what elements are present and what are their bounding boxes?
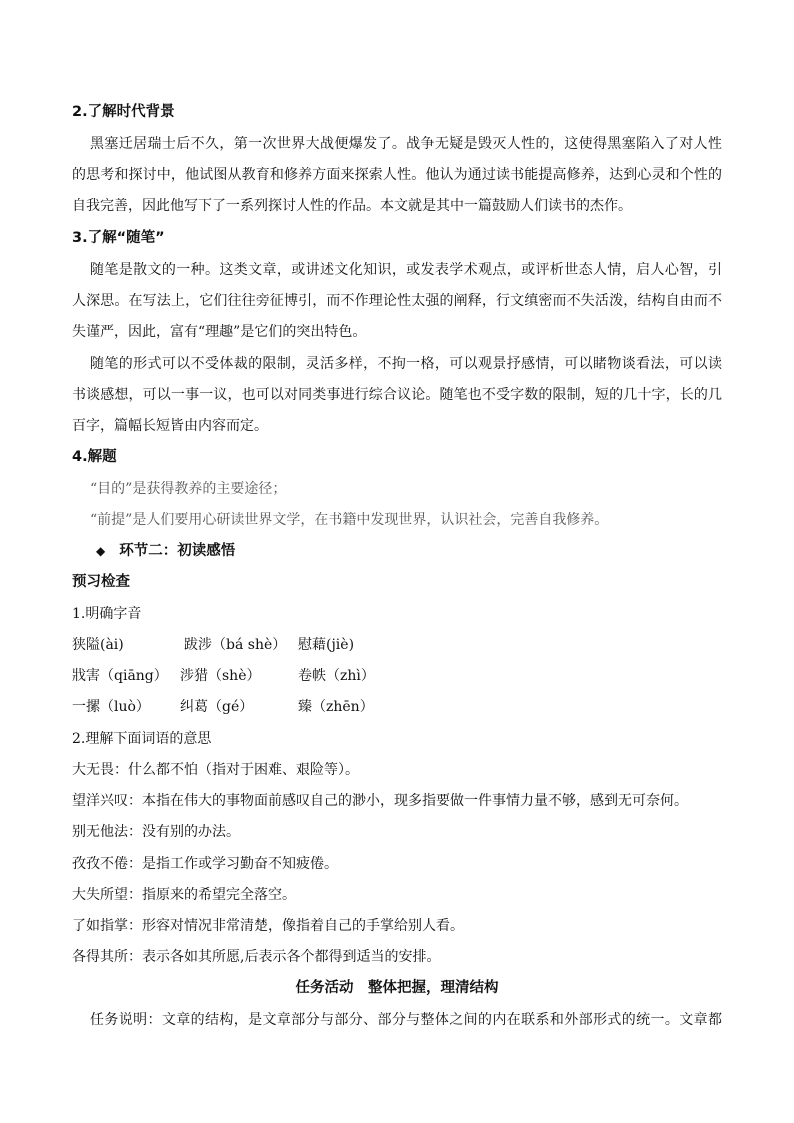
section-heading-title-explain: 4.解题 bbox=[72, 449, 117, 465]
pronunciation-heading: 1.明确字音 bbox=[72, 606, 142, 622]
paragraph-line: 百字，篇幅长短皆由内容而定。 bbox=[72, 418, 268, 434]
paragraph-line: 黑塞迁居瑞士后不久，第一次世界大战便爆发了。战争无疑是毁灭人性的，这使得黑塞陷入了对人性 bbox=[90, 136, 722, 152]
task-description-line: 任务说明：文章的结构，是文章部分与部分、部分与整体之间的内在联系和外部形式的统一。文章都 bbox=[90, 1012, 722, 1028]
vocab-item: 大失所望：指原来的希望完全落空。 bbox=[72, 887, 296, 903]
pronunciation-row bbox=[72, 698, 374, 716]
pronunciation-item: 卷帙（zhì） bbox=[298, 668, 375, 684]
pronunciation-item: 一摞（luò） bbox=[72, 699, 150, 715]
task-activity-title: 任务活动 整体把握，理清结构 bbox=[295, 980, 499, 996]
vocab-item: 大无畏：什么都不怕（指对于困难、艰险等）。 bbox=[72, 762, 359, 778]
preview-check-heading: 预习检查 bbox=[72, 574, 130, 590]
pronunciation-item: 臻（zhēn） bbox=[298, 699, 374, 715]
pronunciation-item: 跋涉（bá shè） bbox=[184, 637, 287, 653]
vocab-item: 孜孜不倦：是指工作或学习勤奋不知疲倦。 bbox=[72, 856, 338, 872]
vocab-item: 各得其所：表示各如其所愿,后表示各个都得到适当的安排。 bbox=[72, 949, 441, 965]
vocab-item: 别无他法：没有别的办法。 bbox=[72, 824, 240, 840]
section-heading-essay-genre: 3.了解“随笔” bbox=[72, 230, 165, 246]
step-two-heading bbox=[96, 542, 235, 560]
pronunciation-item: 涉猎（shè） bbox=[180, 668, 261, 684]
explain-line: “前提”是人们要用心研读世界文学，在书籍中发现世界，认识社会，完善自我修养。 bbox=[90, 512, 609, 528]
diamond-bullet-icon: ◆ bbox=[96, 544, 106, 558]
pronunciation-item: 纠葛（gé） bbox=[180, 699, 254, 715]
vocab-item: 望洋兴叹：本指在伟大的事物面前感叹自己的渺小，现多指要做一件事情力量不够，感到无可奈何。 bbox=[72, 793, 688, 809]
paragraph-line: 随笔是散文的一种。这类文章，或讲述文化知识，或发表学术观点，或评析世态人情，启人心智，引 bbox=[90, 262, 722, 278]
step-two-title: 环节二：初读感悟 bbox=[119, 543, 236, 559]
pronunciation-item: 戕害（qiāng） bbox=[72, 668, 168, 684]
pronunciation-item: 慰藉(jiè) bbox=[298, 637, 355, 653]
pronunciation-item: 狭隘(ài) bbox=[72, 637, 124, 653]
paragraph-line: 书谈感想，可以一事一议，也可以对同类事进行综合议论。随笔也不受字数的限制，短的几十字，长的几 bbox=[72, 387, 722, 403]
explain-line: “目的”是获得教养的主要途径； bbox=[90, 481, 287, 497]
vocab-item: 了如指掌：形容对情况非常清楚，像指着自己的手掌给别人看。 bbox=[72, 918, 464, 934]
pronunciation-row bbox=[72, 636, 354, 654]
paragraph-line: 随笔的形式可以不受体裁的限制，灵活多样，不拘一格，可以观景抒感情，可以睹物谈看法，可以读 bbox=[90, 356, 722, 372]
vocab-heading: 2.理解下面词语的意思 bbox=[72, 731, 212, 747]
paragraph-line: 自我完善，因此他写下了一系列探讨人性的作品。本文就是其中一篇鼓励人们读书的杰作。 bbox=[72, 198, 632, 214]
section-heading-era-background: 2.了解时代背景 bbox=[72, 104, 175, 120]
paragraph-line: 的思考和探讨中，他试图从教育和修养方面来探索人性。他认为通过读书能提高修养，达到心灵和个性的 bbox=[72, 167, 722, 183]
pronunciation-row bbox=[72, 667, 375, 685]
paragraph-line: 失谨严，因此，富有“理趣”是它们的突出特色。 bbox=[72, 324, 367, 340]
paragraph-line: 人深思。在写法上，它们往往旁征博引，而不作理论性太强的阐释，行文缜密而不失活泼，结构自由而不 bbox=[72, 293, 722, 309]
